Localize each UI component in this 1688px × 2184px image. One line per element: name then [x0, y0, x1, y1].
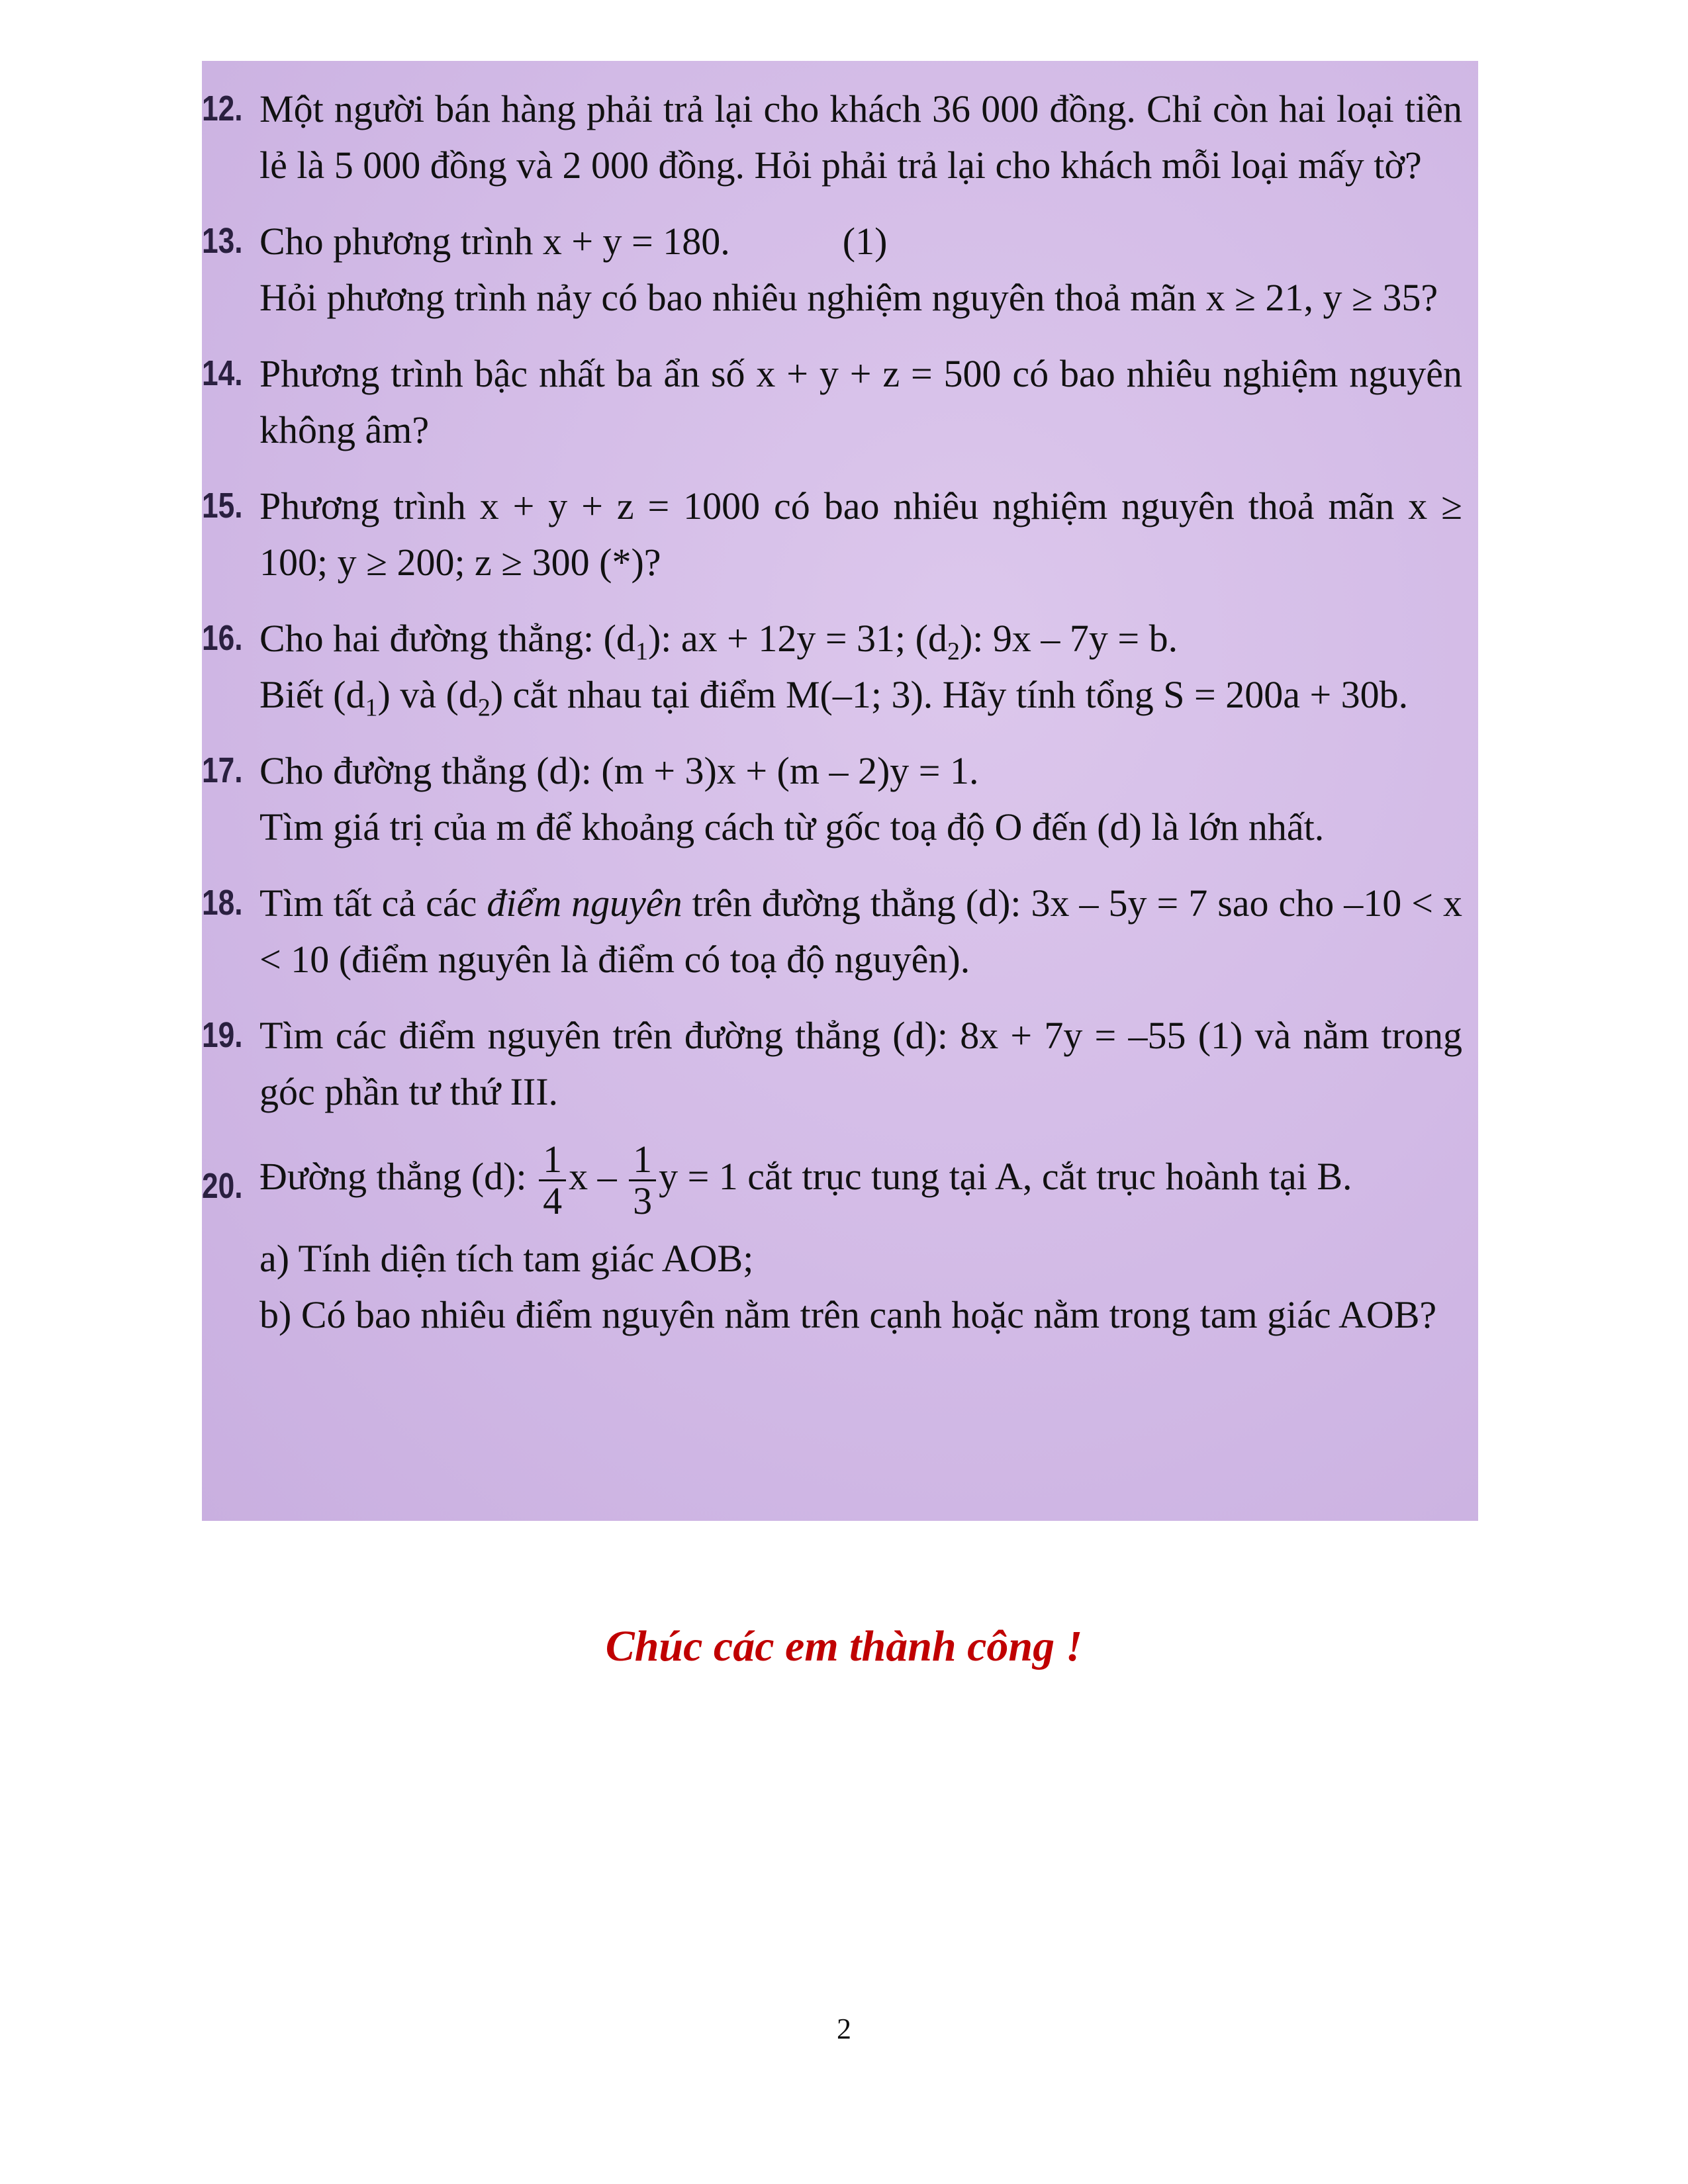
- exercise-text: Phương trình bậc nhất ba ẩn số x + y + z = 500 có bao nhiêu nghiệm nguyên không âm?: [259, 352, 1462, 451]
- exercise-equation-line: [259, 1140, 1462, 1221]
- exercise-text: Hỏi phương trình nảy có bao nhiêu nghiệm nguyên thoả mãn x ≥ 21, y ≥ 35?: [259, 276, 1438, 319]
- text-part: ) và (d: [377, 673, 478, 716]
- fraction-one-quarter: [539, 1140, 566, 1221]
- exercise-number: 16.: [202, 618, 243, 658]
- equation-tag: (1): [842, 220, 888, 263]
- exercise-20: [202, 1140, 1462, 1343]
- text-part: ): ax + 12y = 31; (d: [647, 617, 947, 660]
- exercise-number: 15.: [202, 486, 243, 525]
- exercise-text: [259, 875, 1462, 987]
- exercise-number: 13.: [202, 221, 243, 261]
- exercise-number: 18.: [202, 883, 243, 923]
- text-part: Đường thẳng (d):: [259, 1154, 537, 1198]
- subscript: 2: [947, 637, 960, 666]
- numerator: 1: [629, 1140, 656, 1181]
- emphasis-term: điểm nguyên: [487, 882, 682, 925]
- text-part: Tìm tất cả các: [259, 882, 487, 925]
- subscript: 1: [365, 694, 378, 722]
- exercise-line: [259, 666, 1462, 723]
- exercise-line: Cho đường thẳng (d): (m + 3)x + (m – 2)y = 1.: [259, 749, 979, 792]
- text-part: Biết (d: [259, 673, 365, 716]
- subscript: 1: [635, 637, 648, 666]
- exercise-18: [202, 875, 1462, 987]
- exercise-number: 20.: [202, 1166, 243, 1206]
- exercise-equation: Cho phương trình x + y = 180.: [259, 220, 730, 263]
- exercise-19: [202, 1007, 1462, 1120]
- subscript: 2: [477, 694, 491, 722]
- denominator: 3: [633, 1179, 653, 1222]
- exercise-14: [202, 345, 1462, 458]
- exercise-number: 19.: [202, 1015, 243, 1055]
- exercise-text: Một người bán hàng phải trả lại cho khách 36 000 đồng. Chỉ còn hai loại tiền lẻ là 5 000 đồng và 2 000 đồng. Hỏi phải trả lại cho khách mỗi loại mấy tờ?: [259, 87, 1462, 187]
- exercise-17: [202, 743, 1462, 855]
- sub-question-b: b) Có bao nhiêu điểm nguyên nằm trên cạnh hoặc nằm trong tam giác AOB?: [259, 1293, 1437, 1336]
- text-part: ): 9x – 7y = b.: [959, 617, 1178, 660]
- exercise-12: [202, 81, 1462, 193]
- text-part: ) cắt nhau tại điểm M(–1; 3). Hãy tính tổng S = 200a + 30b.: [490, 673, 1409, 716]
- exercise-number: 17.: [202, 751, 243, 790]
- exercise-line: Tìm giá trị của m để khoảng cách từ gốc toạ độ O đến (d) là lớn nhất.: [259, 805, 1325, 848]
- text-part: y = 1 cắt trục tung tại A, cắt trục hoành tại B.: [659, 1154, 1352, 1198]
- exercise-number: 14.: [202, 353, 243, 393]
- scanned-exercise-page: [202, 61, 1478, 1521]
- text-part: trên đường thẳng (d): 3x – 5y = 7 sao cho –10 < x < 10 (điểm nguyên là điểm có toạ độ nguyên).: [259, 882, 1462, 981]
- exercise-text: Phương trình x + y + z = 1000 có bao nhiêu nghiệm nguyên thoả mãn x ≥ 100; y ≥ 200; z ≥ 300 (*)?: [259, 484, 1462, 584]
- exercise-13: [202, 213, 1462, 326]
- exercise-15: [202, 478, 1462, 590]
- closing-message: Chúc các em thành công !: [605, 1622, 1083, 1670]
- exercise-number: 12.: [202, 89, 243, 128]
- numerator: 1: [539, 1140, 566, 1181]
- page-number: 2: [837, 2013, 851, 2045]
- sub-question-a: a) Tính diện tích tam giác AOB;: [259, 1237, 754, 1280]
- fraction-one-third: [629, 1140, 656, 1221]
- exercise-16: [202, 610, 1462, 723]
- exercise-text: Tìm các điểm nguyên trên đường thẳng (d): 8x + 7y = –55 (1) và nằm trong góc phần tư thứ III.: [259, 1014, 1462, 1113]
- exercise-line: [259, 610, 1462, 666]
- exercise-equation-line: [259, 213, 1462, 269]
- text-part: Cho hai đường thẳng: (d: [259, 617, 635, 660]
- text-part: x –: [569, 1154, 627, 1198]
- denominator: 4: [543, 1179, 563, 1222]
